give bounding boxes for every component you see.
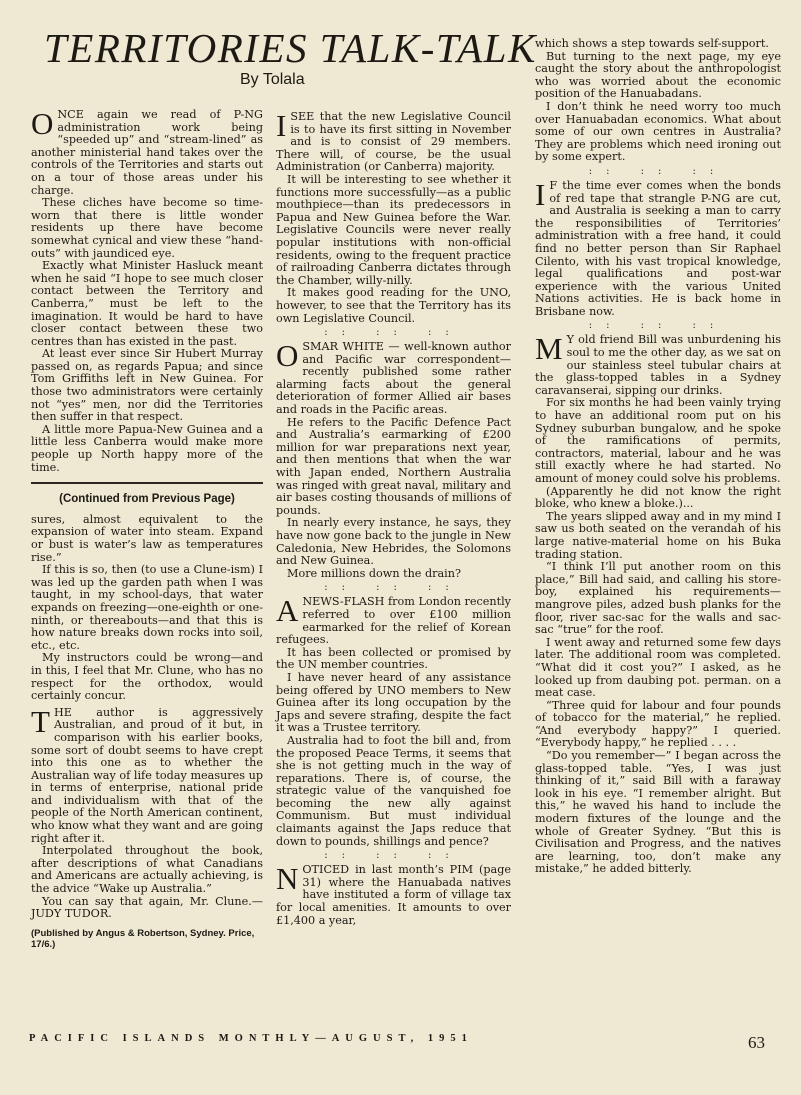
continued-heading: (Continued from Previous Page): [59, 493, 235, 506]
section-separator: :: :: ::: [588, 320, 728, 332]
paragraph: “Do you remember—” I began across the glass-topped table. “Yes, I was just thinking of it,” said Bill with a faraway look in his eye. “I remember alright. But this,” he waved his hand to include the modern fixtures of the lounge and the whole of Greater Sydney. “But this is Civilisation and Progress, and the natives are learning, too, don’t make any mistake,” he added bitterly.: [535, 749, 781, 876]
paragraph: I F the time ever comes when the bonds of red tape that strangle P-NG are cut, and Australia is seeking a man to carry the responsibilities of Territories’ administration with a free hand, it could find no better person than Sir Raphael Cilento, with his vast tropical knowledge, legal qualifications and post-war experience with the various United Nations activities. He is back home in Brisbane now.: [535, 176, 781, 318]
column-1: [31, 106, 263, 950]
paragraph: Australia had to foot the bill and, from the proposed Peace Terms, it seems that she is not getting much in the way of reparations. There is, of course, the strategic value of the vanquished foe becoming the new ally against Communism. But must individual claimants against the Japs reduce that down to pounds, shillings and pence?: [276, 733, 511, 848]
section-separator: :: :: ::: [324, 327, 463, 339]
paragraph: It has been collected or promised by the UN member countries.: [276, 645, 511, 672]
paragraph: A little more Papua-New Guinea and a little less Canberra would make more people up North happy more of the time.: [31, 422, 263, 474]
column-3: [535, 38, 781, 876]
column-2: [276, 108, 511, 927]
section-separator: :: :: ::: [324, 850, 463, 862]
byline: By Tolala: [240, 71, 305, 88]
paragraph: The years slipped away and in my mind I saw us both seated on the verandah of his large native-material home on his Buka trading station.: [535, 509, 781, 561]
drop-cap: A: [276, 593, 299, 629]
section-separator: :: :: ::: [324, 582, 463, 594]
drop-cap: I: [276, 108, 287, 143]
section-divider: [31, 482, 263, 484]
paragraph: which shows a step towards self-support.: [535, 37, 769, 50]
paragraph: M Y old friend Bill was unburdening his soul to me the other day, as we sat on our stainless steel tubular chairs at the glass-topped tables in a Sydney caravanserai, sipping our drinks.: [535, 331, 781, 397]
paragraph: But turning to the next page, my eye caught the story about the anthropologist who was worried about the economic position of the Hanuabadans.: [535, 49, 781, 101]
paragraph: “Three quid for labour and four pounds of tobacco for the material,” he replied. “And everybody happy?” I queried. “Everybody happy,” he replied . . . .: [535, 698, 781, 750]
paragraph: THE author is aggressively Australian, and proud of it but, in comparison with his earlier books, some sort of doubt seems to have crept into this one as to whether the Australian way of life today measures up in terms of enterprise, national pride and individualism with that of the people of the North American continent, who know what they want and are going right after it.: [31, 703, 263, 845]
section-separator: :: :: ::: [588, 165, 728, 177]
paragraph: If this is so, then (to use a Clune-ism) I was led up the garden path when I was taught, in my school-days, that water expands on freezing—one-eighth or one-ninth, or thereabouts—and that this is how nature breaks down rocks into soil, etc., etc.: [31, 563, 263, 652]
paragraph: Exactly what Minister Hasluck meant when he said “I hope to see much closer contact between the Territory and Canberra,” must be left to the imagination. It would be hard to have closer contact between these two centres than has existed in the past.: [31, 259, 263, 348]
paragraph: At least ever since Sir Hubert Murray passed on, as regards Papua; and since Tom Griffiths left in New Guinea. For those two administrators were certainly not “yes” men, nor did the Territories then suffer in that respect.: [31, 347, 263, 424]
paragraph: In nearly every instance, he says, they have now gone back to the jungle in New Caledonia, New Hebrides, the Solomons and New Guinea.: [276, 516, 511, 568]
page-footer: PACIFIC ISLANDS MONTHLY—AUGUST, 1951: [29, 1033, 473, 1044]
paragraph: ISEE that the new Legislative Council is to have its first sitting in November and is to consist of 29 members. There will, of course, be the usual Administration (or Canberra) majority.: [276, 108, 511, 174]
paragraph: He refers to the Pacific Defence Pact and Australia’s earmarking of £200 million for war preparations next year, and then mentions that when the war with Japan ended, Northern Australia was ringed with great naval, military and air bases costing thousands of millions of pounds.: [276, 415, 511, 517]
paragraph: I don’t think he need worry too much over Hanuabadan economics. What about some of our own centres in Australia? They are problems which need ironing out by some expert.: [535, 99, 781, 164]
article-title: TERRITORIES TALK-TALK: [44, 25, 537, 71]
paragraph: “I think I’ll put another room on this place,” Bill had said, and calling his store-boy, explained his requirements—mangrove piles, adzed bush planks for the floor, river sac-sac for the walls and sac-sac “true” for the roof.: [535, 560, 781, 637]
paragraph: For six months he had been vainly trying to have an additional room put on his Sydney suburban bungalow, and he spoke of the ramifications of permits, contractors, material, labour and he was still exactly where he had started. No amount of money could solve his problems.: [535, 396, 781, 485]
drop-cap: O: [31, 106, 54, 141]
drop-cap: T: [31, 703, 50, 739]
drop-cap: I: [535, 176, 546, 212]
publisher-note: (Published by Angus & Robertson, Sydney. Price, 17/6.): [31, 927, 255, 950]
paragraph: These cliches have become so time-worn that there is little wonder residents up there have become somewhat cynical and view these “hand-outs” with jaundiced eye.: [31, 196, 263, 260]
paragraph: OSMAR WHITE — well-known author and Pacific war correspondent—recently published some rather alarming facts about the general deterioration of former Allied air bases and roads in the Pacific areas.: [276, 338, 511, 417]
drop-cap: O: [276, 338, 299, 374]
page-number: 63: [748, 1033, 765, 1052]
drop-cap: N: [276, 861, 299, 897]
paragraph: More millions down the drain?: [287, 566, 461, 580]
paragraph: You can say that again, Mr. Clune.—JUDY TUDOR.: [31, 894, 263, 921]
paragraph: NOTICED in last month’s PIM (page 31) where the Hanuabada natives have instituted a form of village tax for local amenities. It amounts to over £1,400 a year,: [276, 861, 511, 927]
paragraph: ONCE again we read of P-NG administration work being “speeded up” and “stream-lined” as another ministerial hand takes over the controls of the Territories and starts out on a tour of those areas under his charge.: [31, 106, 263, 197]
paragraph: It will be interesting to see whether it functions more successfully—as a public mouthpiece—than its predecessors in Papua and New Guinea before the War. Legislative Councils were never really popular institutions with non-official residents, owing to the frequent practice of railroading Canberra dictates through the Chamber, willy-nilly.: [276, 172, 511, 287]
drop-cap: M: [535, 331, 563, 367]
paragraph: My instructors could be wrong—and in this, I feel that Mr. Clune, who has no respect for the orthodox, would certainly concur.: [31, 651, 263, 703]
paragraph: Interpolated throughout the book, after descriptions of what Canadians and Americans are actually achieving, is the advice “Wake up Australia.”: [31, 844, 263, 896]
paragraph: I have never heard of any assistance being offered by UNO members to New Guinea after its long occupation by the Japs and severe strafing, despite the fact it was a Trustee territory.: [276, 670, 511, 735]
paragraph: ANEWS-FLASH from London recently referred to over £100 million earmarked for the relief of Korean refugees.: [276, 593, 511, 647]
paragraph: It makes good reading for the UNO, however, to see that the Territory has its own Legislative Council.: [276, 286, 511, 325]
paragraph: (Apparently he did not know the right bloke, who knew a bloke.)...: [535, 484, 781, 511]
paragraph: sures, almost equivalent to the expansion of water into steam. Expand or bust is water’s law as temperatures rise.”: [31, 512, 263, 564]
paragraph: I went away and returned some few days later. The additional room was completed. “What did it cost you?” I asked, as he looked up from daubing pot. perman. on a meat case.: [535, 635, 781, 700]
